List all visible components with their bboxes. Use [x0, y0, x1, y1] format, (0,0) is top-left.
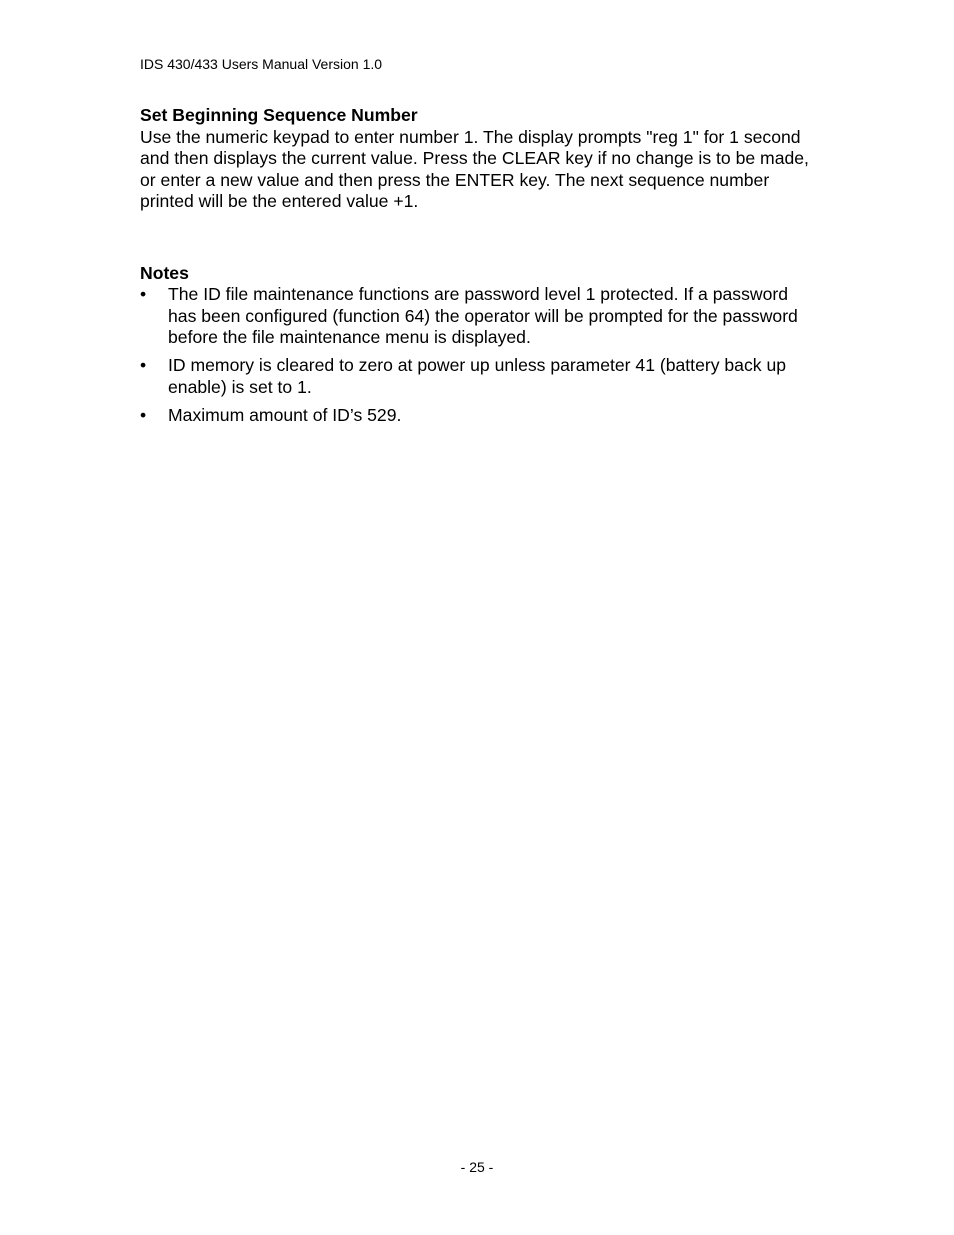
- section-body: Use the numeric keypad to enter number 1. The display prompts "reg 1" for 1 second and then displays the current value. Press the CLEAR key if no change is to be made, or enter a new value and then press the ENTER key. The next sequence number printed will be the entered value +1.: [140, 126, 809, 211]
- note-text: Maximum amount of ID’s 529.: [168, 404, 402, 425]
- note-text: The ID file maintenance functions are password level 1 protected. If a password has been configured (function 64) the operator will be prompted for the password before the file maintenance menu is displayed.: [168, 284, 798, 347]
- page-number: - 25 -: [460, 1159, 494, 1175]
- list-item: [140, 355, 820, 398]
- bullet-icon: •: [140, 355, 147, 375]
- list-item: [140, 405, 820, 427]
- notes-heading: Notes: [140, 262, 189, 283]
- section-heading: Set Beginning Sequence Number: [140, 105, 418, 125]
- notes-list: [140, 284, 820, 426]
- page-content: [140, 105, 820, 433]
- note-text: ID memory is cleared to zero at power up unless parameter 41 (battery back up enable) is set to 1.: [168, 355, 787, 397]
- bullet-icon: •: [140, 404, 147, 425]
- running-header: IDS 430/433 Users Manual Version 1.0: [140, 56, 383, 72]
- bullet-icon: •: [140, 284, 147, 304]
- list-item: [140, 284, 820, 349]
